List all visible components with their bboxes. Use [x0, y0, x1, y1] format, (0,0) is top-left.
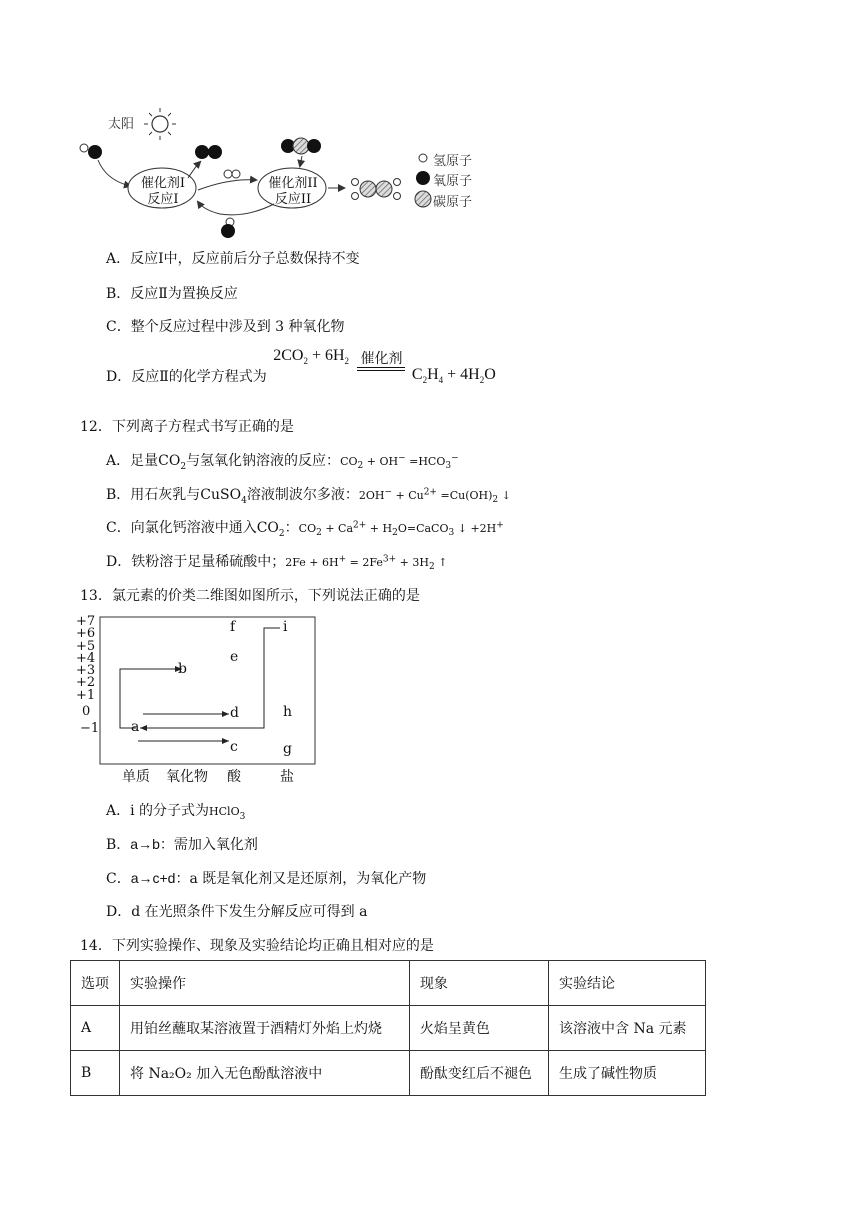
point-i: i: [283, 619, 288, 635]
point-g: g: [283, 741, 292, 757]
row-b-operation: 将 Na₂O₂ 加入无色酚酞溶液中: [120, 1051, 410, 1096]
experiment-table: [70, 960, 706, 1096]
sun-label: 太阳: [108, 117, 135, 132]
row-b-phenomenon: 酚酞变红后不褪色: [409, 1051, 548, 1096]
tick-plus1: +1: [76, 687, 96, 703]
reaction2-name: 反应II: [274, 192, 312, 207]
water-molecule-icon: [80, 144, 102, 159]
q11-option-d: D．反应Ⅱ的化学方程式为 $2CO_2 + 6H_2$ 催化剂 $C_2H_4 + 4H_2O$: [106, 347, 496, 386]
q12-option-c: C．向氯化钙溶液中通入$CO_2$：$CO_2 + Ca^{2+}$ + $H_2O=CaCO_3$ ↓ +2H+: [106, 520, 504, 539]
q13-option-c: C．a→c+d：a 既是氧化剂又是还原剂，为氧化产物: [106, 870, 427, 887]
tick-plus2: +2: [76, 675, 96, 691]
q12-option-a: A．足量$CO_2$与氢氧化钠溶液的反应：$CO_2 + OH^- =HCO_3^-$: [106, 453, 459, 472]
equation-condition: $2CO_2 + 6H_2$: [273, 347, 350, 367]
ethylene-molecule-icon: [352, 179, 401, 200]
tick-minus1: −1: [80, 721, 100, 737]
catalyst2-label: [264, 176, 322, 208]
co2-molecule-icon: [281, 138, 321, 154]
oxygen-atom-bottom-icon: [221, 218, 235, 238]
q14-stem: 14．下列实验操作、现象及实验结论均正确且相对应的是: [80, 938, 434, 954]
point-c: c: [230, 739, 238, 755]
catalyst1-name: 催化剂I: [140, 176, 186, 191]
table-row: [71, 1051, 706, 1096]
tick-plus5: +5: [76, 638, 96, 654]
legend-oxygen: 氧原子: [433, 174, 473, 189]
table-header-row: [71, 961, 706, 1006]
header-conclusion: 实验结论: [549, 961, 706, 1006]
q11-option-c: C．整个反应过程中涉及到 3 种氧化物: [106, 319, 345, 335]
q13-option-b: B．a→b：需加入氧化剂: [106, 836, 258, 853]
point-a: a: [131, 719, 140, 735]
table-row: [71, 1006, 706, 1051]
sun-icon: [144, 108, 176, 140]
legend-carbon: 碳原子: [433, 195, 473, 210]
carbon-atom-icon: [415, 191, 431, 207]
y-axis-ticks: [76, 616, 100, 736]
point-e: e: [230, 649, 239, 665]
tick-plus6: +6: [76, 626, 96, 642]
oxygen-atom-icon: [416, 171, 430, 185]
x-label-oxide: 氧化物: [166, 769, 208, 785]
q12-stem: 12．下列离子方程式书写正确的是: [80, 419, 294, 435]
q11-option-a: A．反应Ⅰ中，反应前后分子总数保持不变: [106, 251, 360, 267]
header-operation: 实验操作: [120, 961, 410, 1006]
header-phenomenon: 现象: [409, 961, 548, 1006]
q13-option-d: D．d 在光照条件下发生分解反应可得到 a: [106, 904, 368, 920]
x-label-acid: 酸: [227, 769, 241, 785]
q13-option-a: A．i 的分子式为HClO$_3$: [106, 803, 246, 822]
row-a-phenomenon: 火焰呈黄色: [409, 1006, 548, 1051]
hydrogen-atom-icon: [419, 154, 427, 162]
row-a-conclusion: 该溶液中含 Na 元素: [549, 1006, 706, 1051]
q13-stem: 13．氯元素的价类二维图如图所示，下列说法正确的是: [80, 588, 420, 604]
x-label-elemental: 单质: [122, 769, 150, 785]
q12-option-b: B．用石灰乳与CuSO$_4$溶液制波尔多液：$2OH^- + Cu^{2+} =Cu(OH)_2$ ↓: [106, 487, 511, 506]
x-label-salt: 盐: [280, 769, 294, 785]
catalyst-condition: 催化剂: [360, 351, 403, 367]
row-a-option: A: [71, 1006, 120, 1051]
legend-hydrogen: 氢原子: [433, 154, 473, 169]
point-d: d: [230, 705, 239, 721]
point-b: b: [178, 661, 187, 677]
chlorine-valence-diagram: [76, 614, 326, 790]
catalyst2-name: 催化剂II: [268, 176, 318, 191]
point-f: f: [230, 619, 236, 635]
tick-plus3: +3: [76, 663, 96, 679]
header-option: 选项: [71, 961, 120, 1006]
catalyst1-label: [137, 176, 189, 208]
reaction1-name: 反应I: [147, 192, 179, 207]
q11-option-b: B．反应Ⅱ为置换反应: [106, 286, 238, 302]
point-h: h: [283, 704, 293, 720]
row-b-conclusion: 生成了碱性物质: [549, 1051, 706, 1096]
q11-option-d-prefix: D．反应Ⅱ的化学方程式为: [106, 369, 267, 385]
row-a-operation: 用铂丝蘸取某溶液置于酒精灯外焰上灼烧: [120, 1006, 410, 1051]
q12-option-d: D．铁粉溶于足量稀硫酸中；$2Fe + 6H^+ = 2Fe^{3+} + 3H_2$ ↑: [106, 554, 448, 573]
tick-plus4: +4: [76, 650, 96, 666]
tick-zero: 0: [82, 704, 91, 720]
tick-plus7: +7: [76, 614, 96, 629]
row-b-option: B: [71, 1051, 120, 1096]
hydrogen-molecule-icon: [224, 170, 240, 178]
oxygen-molecule-icon: [195, 145, 222, 159]
